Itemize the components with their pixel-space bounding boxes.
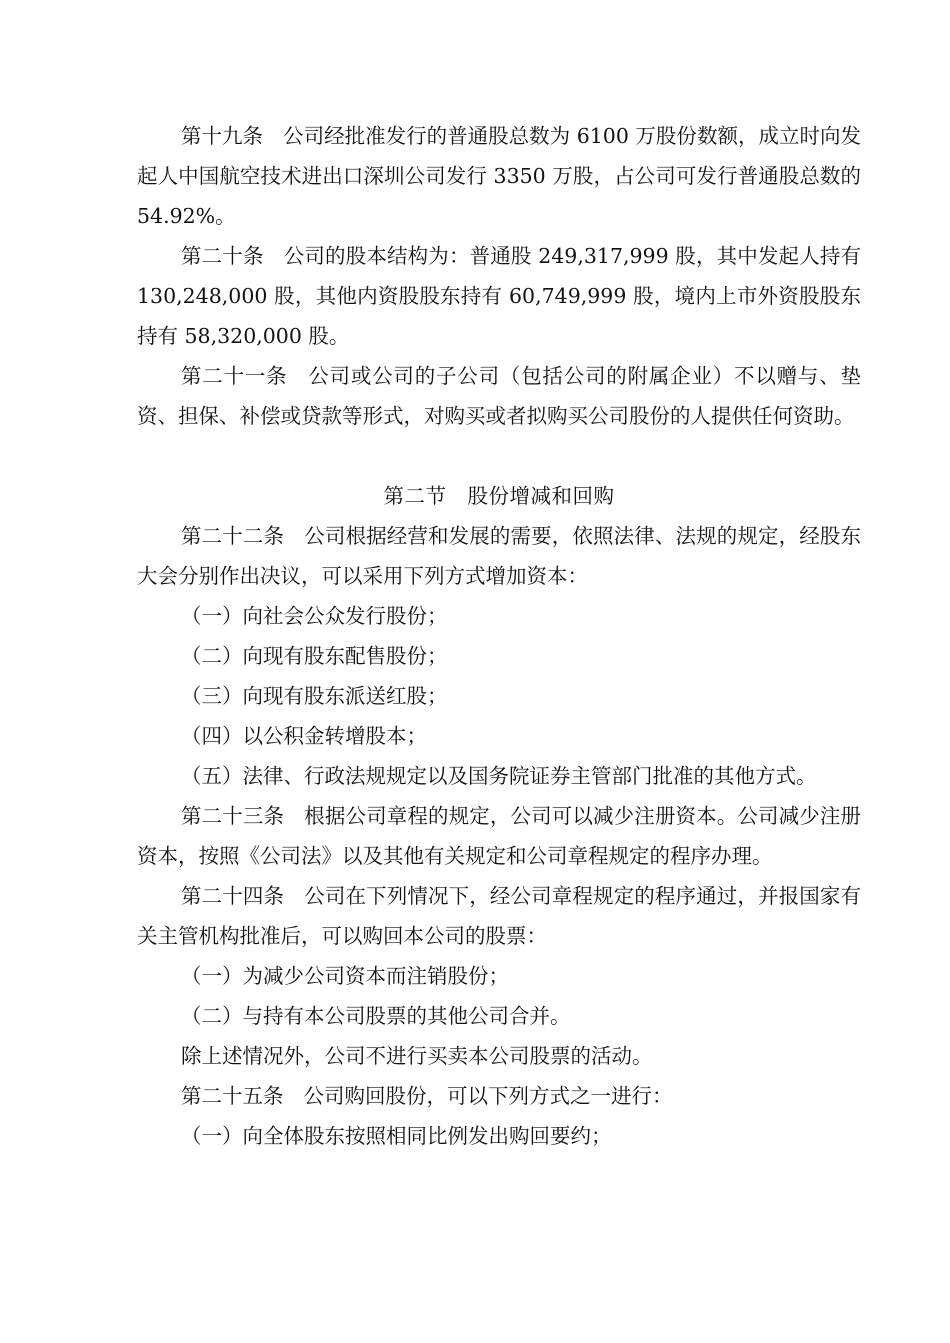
article-23-text: 根据公司章程的规定，公司可以减少注册资本。公司减少注册资本，按照《公司法》以及其他有关规定和公司章程规定的程序办理。 [137,804,861,868]
article-19-head: 第十九条 [181,124,264,148]
article-25-head: 第二十五条 [181,1084,284,1108]
article-21-head: 第二十一条 [181,364,288,388]
article-24 [137,876,861,956]
article-24-text: 公司在下列情况下，经公司章程规定的程序通过，并报国家有关主管机构批准后，可以购回本公司的股票： [137,884,861,948]
article-20-head: 第二十条 [181,244,264,268]
article-22-item-3: （三）向现有股东派送红股； [181,684,448,708]
article-23 [137,796,861,876]
section-title: 第二节 股份增减和回购 [383,484,615,508]
article-24-head: 第二十四条 [181,884,285,908]
article-20 [137,236,861,356]
article-24-item-2: （二）与持有本公司股票的其他公司合并。 [181,1004,571,1028]
article-21 [137,356,861,436]
article-19-text: 公司经批准发行的普通股总数为 6100 万股份数额，成立时向发起人中国航空技术进出口深圳公司发行 3350 万股，占公司可发行普通股总数的 54.92%。 [137,124,862,228]
article-22 [137,516,861,596]
document-page [137,116,861,1156]
article-25-item-1: （一）向全体股东按照相同比例发出购回要约； [181,1124,612,1148]
article-19 [137,116,861,236]
article-22-item-1: （一）向社会公众发行股份； [181,604,448,628]
article-23-head: 第二十三条 [181,804,285,828]
article-25 [137,1076,861,1116]
article-22-item-5: （五）法律、行政法规规定以及国务院证券主管部门批准的其他方式。 [181,764,817,788]
article-24-note: 除上述情况外，公司不进行买卖本公司股票的活动。 [181,1044,653,1068]
article-25-text: 公司购回股份，可以下列方式之一进行： [303,1084,673,1108]
article-20-text: 公司的股本结构为：普通股 249,317,999 股，其中发起人持有 130,248,000 股，其他内资股股东持有 60,749,999 股，境内上市外资股股东持有 58,320,000 股。 [137,244,862,348]
article-24-item-1: （一）为减少公司资本而注销股份； [181,964,509,988]
article-22-item-2: （二）向现有股东配售股份； [181,644,448,668]
article-22-item-4: （四）以公积金转增股本； [181,724,427,748]
article-21-text: 公司或公司的子公司（包括公司的附属企业）不以赠与、垫资、担保、补偿或贷款等形式，对购买或者拟购买公司股份的人提供任何资助。 [137,364,861,428]
article-22-text: 公司根据经营和发展的需要，依照法律、法规的规定，经股东大会分别作出决议，可以采用下列方式增加资本： [137,524,861,588]
article-22-head: 第二十二条 [181,524,285,548]
